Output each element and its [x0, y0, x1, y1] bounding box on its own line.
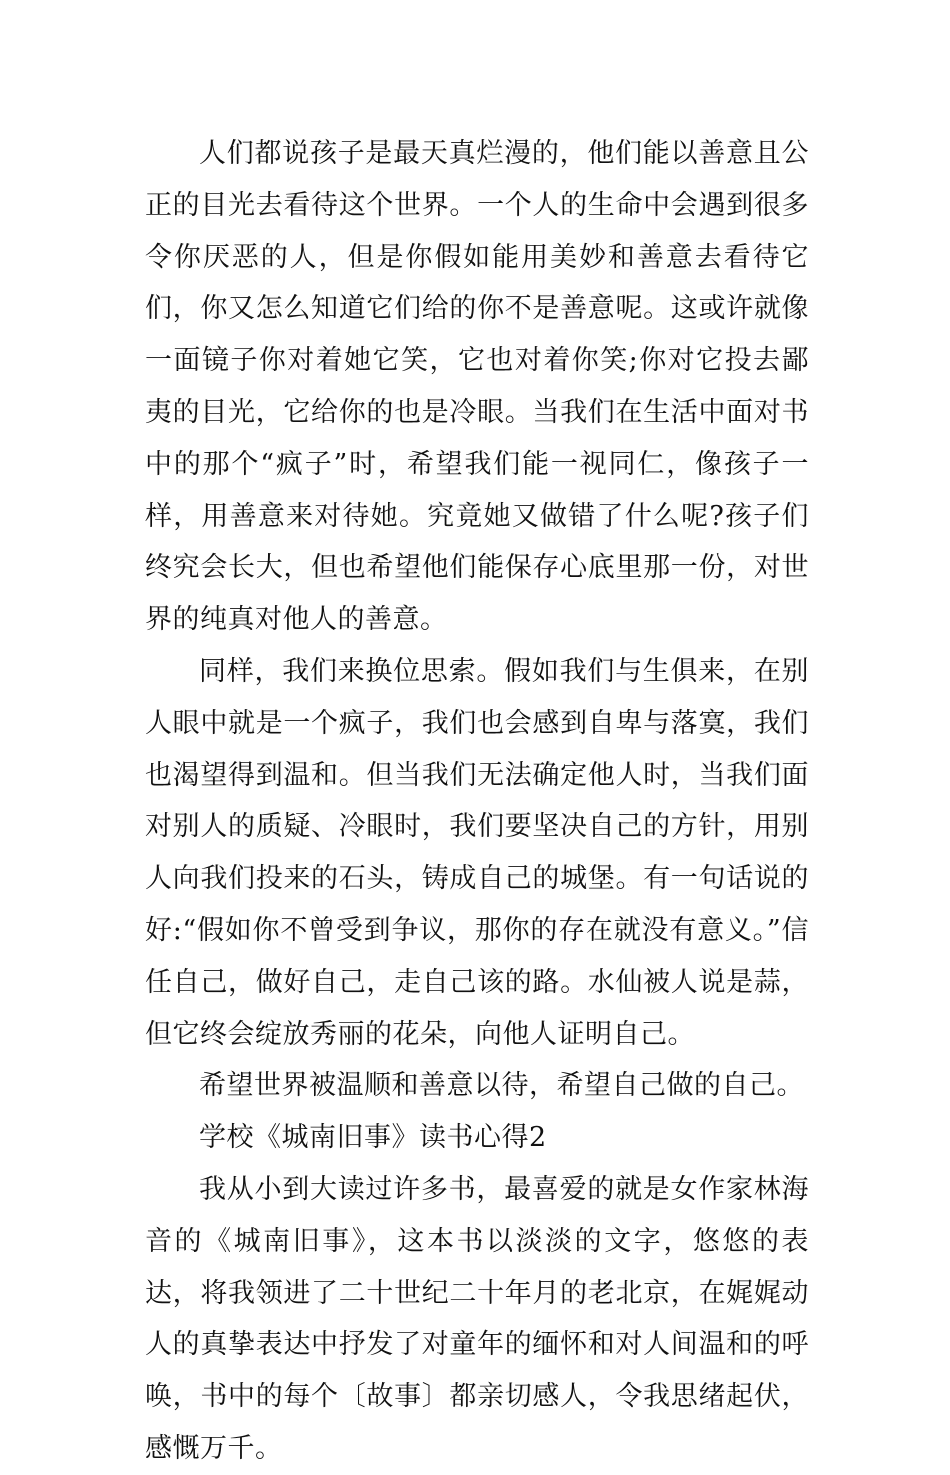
document-body	[145, 128, 809, 1475]
paragraph-2: 同样，我们来换位思索。假如我们与生俱来，在别人眼中就是一个疯子，我们也会感到自卑与落寞，我们也渴望得到温和。但当我们无法确定他人时，当我们面对别人的质疑、冷眼时，我们要坚决自己的方针，用别人向我们投来的石头，铸成自己的城堡。有一句话说的好:“假如你不曾受到争议，那你的存在就没有意义。”信任自己，做好自己，走自己该的路。水仙被人说是蒜，但它终会绽放秀丽的花朵，向他人证明自己。	[145, 655, 809, 1050]
paragraph-3: 希望世界被温顺和善意以待，希望自己做的自己。	[199, 1070, 804, 1102]
paragraph-1: 人们都说孩子是最天真烂漫的，他们能以善意且公正的目光去看待这个世界。一个人的生命中会遇到很多令你厌恶的人，但是你假如能用美妙和善意去看待它们，你又怎么知道它们给的你不是善意呢。这或许就像一面镜子你对着她它笑，它也对着你笑;你对它投去鄙夷的目光，它给你的也是冷眼。当我们在生活中面对书中的那个“疯子”时，希望我们能一视同仁，像孩子一样，用善意来对待她。究竟她又做错了什么呢?孩子们终究会长大，但也希望他们能保存心底里那一份，对世界的纯真对他人的善意。	[145, 138, 809, 636]
section-heading: 学校《城南旧事》读书心得2	[199, 1122, 547, 1154]
paragraph-4: 我从小到大读过许多书，最喜爱的就是女作家林海音的《城南旧事》，这本书以淡淡的文字，悠悠的表达，将我领进了二十世纪二十年月的老北京，在娓娓动人的真挚表达中抒发了对童年的缅怀和对人间温和的呼唤，书中的每个〔故事〕都亲切感人，令我思绪起伏，感慨万千。	[145, 1173, 809, 1464]
